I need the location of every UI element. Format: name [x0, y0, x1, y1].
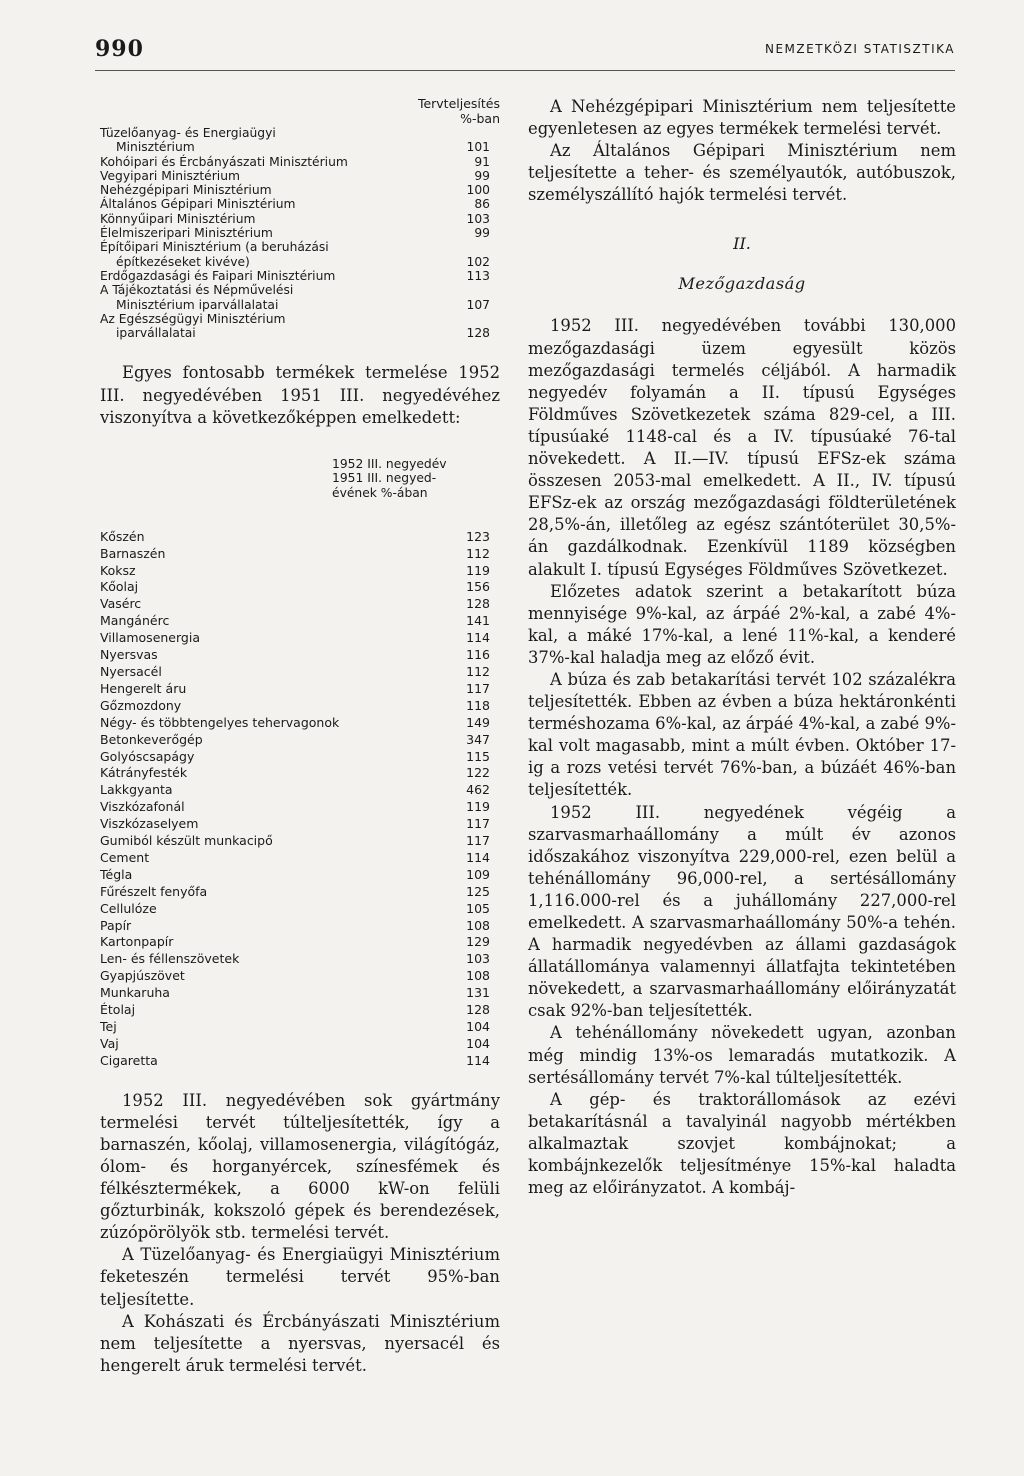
product-name: Tégla [100, 866, 133, 882]
product-row [100, 613, 500, 630]
product-value: 129 [466, 934, 490, 950]
product-name: Hengerelt áru [100, 680, 187, 696]
ministry-table [100, 126, 500, 340]
ministry-row [100, 312, 500, 341]
product-row [100, 596, 500, 613]
journal-title: NEMZETKÖZI STATISZTIKA [764, 42, 955, 56]
ministry-value: 91 [474, 154, 490, 169]
ministry-name-line1: Kohóipari és Ércbányászati Minisztérium [100, 154, 348, 169]
page-header [95, 30, 955, 71]
product-value: 115 [466, 748, 490, 764]
product-name: Cigaretta [100, 1052, 158, 1068]
ministry-row [100, 240, 500, 269]
harvest-paragraph: Előzetes adatok szerint a betakarított búza mennyisége 9%-kal, az árpáé 2%-kal, a zabé 4%-kal, a máké 17%-kal, a lené 11%-kal, a kenderé 37%-kal haladja meg az előző évit. [528, 581, 956, 667]
ministry-value: 101 [466, 140, 490, 155]
product-name: Cement [100, 849, 150, 865]
product-row [100, 1053, 500, 1070]
product-value: 462 [466, 782, 490, 798]
product-name: Vaj [100, 1035, 119, 1051]
ministry-name-line1: Vegyipari Minisztérium [100, 168, 240, 183]
machine-stations-paragraph: A gép- és traktorállomások az ezévi betakarításnál a tavalyinál nagyobb mértékben alkalmaztak szovjet kombájnokat; a kombájnkezelők teljesítménye 15%-kal haladta meg az előirányzatot. A kombáj- [528, 1089, 956, 1198]
product-value: 104 [466, 1019, 490, 1035]
product-value: 104 [466, 1035, 490, 1051]
ministry-name [100, 155, 450, 169]
product-name: Tej [100, 1019, 117, 1035]
ministry-name-line1: Könnyűipari Minisztérium [100, 211, 256, 226]
ministry-header-line2: %-ban [460, 111, 500, 126]
product-row [100, 546, 500, 563]
product-name: Golyóscsapágy [100, 748, 195, 764]
product-header-line2: 1951 III. negyed- [332, 471, 437, 486]
product-row [100, 850, 500, 867]
overfulfilment-paragraph: 1952 III. negyedévében sok gyártmány termelési tervét túlteljesítették, így a barnaszén, kőolaj, villamosenergia, világítógáz, ólom- és horganyércek, színesfémek és félkésztermékek, a 6000 kW-on felüli gőzturbinák, kokszoló gépek és berendezések, zúzópörölyök stb. termelési tervét. [100, 1090, 500, 1243]
product-value: 123 [466, 528, 490, 544]
ministry-value: 113 [466, 268, 490, 283]
ministry-table-header [100, 96, 500, 126]
product-row [100, 951, 500, 968]
ministry-name [100, 126, 450, 155]
ministry-name [100, 283, 450, 312]
page-number: 990 [95, 36, 144, 62]
ministry-name [100, 240, 450, 269]
ministry-value: 100 [466, 183, 490, 198]
product-header-line3: évének %-ában [332, 485, 428, 500]
product-name: Fűrészelt fenyőfa [100, 883, 208, 899]
product-value: 109 [466, 866, 490, 882]
product-name: Gumiból készült munkacipő [100, 833, 273, 849]
product-value: 112 [466, 545, 490, 561]
ministry-name [100, 269, 450, 283]
product-name: Kőolaj [100, 579, 139, 595]
product-name: Lakkgyanta [100, 782, 173, 798]
ministry-row [100, 269, 500, 283]
ministry-row [100, 226, 500, 240]
ministry-name-line2: építkezéseket kivéve) [116, 254, 250, 269]
product-row [100, 833, 500, 850]
product-row [100, 732, 500, 749]
ministry-value: 128 [466, 326, 490, 341]
product-value: 108 [466, 968, 490, 984]
cattle-paragraph: A tehénállomány növekedett ugyan, azonban még mindig 13%-os lemaradás mutatkozik. A sertésállomány tervét 7%-kal túlteljesítették. [528, 1023, 956, 1087]
product-row [100, 681, 500, 698]
product-name: Kőszén [100, 528, 145, 544]
left-column [100, 96, 500, 1377]
product-name: Munkaruha [100, 985, 170, 1001]
product-value: 108 [466, 917, 490, 933]
product-value: 347 [466, 731, 490, 747]
product-row [100, 968, 500, 985]
product-value: 119 [466, 562, 490, 578]
product-name: Vasérc [100, 596, 142, 612]
product-value: 131 [466, 985, 490, 1001]
product-row [100, 867, 500, 884]
product-row [100, 782, 500, 799]
left-closing-text [100, 1090, 500, 1377]
ministry-row [100, 183, 500, 197]
product-value: 122 [466, 765, 490, 781]
ministry-name-line1: Tüzelőanyag- és Energiaügyi [100, 126, 276, 140]
intro-paragraph: Egyes fontosabb termékek termelése 1952 III. negyedévében 1951 III. negyedévéhez viszonyítva a következőképpen emelkedett: [100, 363, 500, 427]
product-row [100, 529, 500, 546]
ministry-name-line1: Az Egészségügyi Minisztérium [100, 311, 286, 326]
product-value: 105 [466, 900, 490, 916]
product-name: Cellulóze [100, 900, 157, 916]
product-name: Étolaj [100, 1002, 136, 1018]
product-name: Villamosenergia [100, 630, 200, 646]
right-column [528, 96, 956, 1199]
product-value: 128 [466, 1002, 490, 1018]
product-row [100, 934, 500, 951]
product-row [100, 664, 500, 681]
ministry-name-line1: Általános Gépipari Minisztérium [100, 197, 296, 212]
product-value: 125 [466, 883, 490, 899]
ministry-name-line2: Minisztérium iparvállalatai [116, 297, 279, 312]
product-value: 128 [466, 596, 490, 612]
product-value: 118 [466, 697, 490, 713]
product-value: 149 [466, 714, 490, 730]
product-name: Kátrányfesték [100, 765, 188, 781]
product-name: Mangánérc [100, 613, 170, 629]
product-value: 119 [466, 799, 490, 815]
product-value: 114 [466, 849, 490, 865]
ministry-value: 102 [466, 254, 490, 269]
product-row [100, 985, 500, 1002]
ministry-name-line1: A Tájékoztatási és Népművelési [100, 283, 294, 298]
product-value: 103 [466, 951, 490, 967]
product-value: 141 [466, 613, 490, 629]
cooperatives-paragraph: 1952 III. negyedévében további 130,000 mezőgazdasági üzem egyesült közös mezőgazdasági termelés céljából. A harmadik negyedév folyamán a II. típusú Egységes Földműves Szövetkezetek száma 829-cel, a III. típusúaké 1148-cal és a IV. típusúaké 76-tal növekedett. A II.—IV. típusú EFSz-ek száma összesen 2053-mal emelkedett. A II., IV. típusú EFSz-ek az ország mezőgazdasági földterületének 28,5%-án, illetőleg az egész szántóterület 30,5%-án gazdálkodnak. Ezenkívül 1189 községben alakult I. típusú Egységes Földműves Szövetkezet. [528, 316, 956, 579]
product-value: 116 [466, 647, 490, 663]
ministry-row [100, 283, 500, 312]
coal-paragraph: A Tüzelőanyag- és Energiaügyi Minisztérium feketeszén termelési tervét 95%-ban teljesítette. [100, 1245, 500, 1309]
product-name: Nyersvas [100, 647, 158, 663]
ministry-value: 107 [466, 297, 490, 312]
ministry-header-line1: Tervteljesítés [417, 96, 500, 111]
general-machinery-paragraph: Az Általános Gépipari Minisztérium nem teljesítette a teher- és személyautók, autóbuszok, személyszállító hajók termelési tervét. [528, 141, 956, 205]
product-name: Papír [100, 917, 132, 933]
ministry-row [100, 197, 500, 211]
product-row [100, 1019, 500, 1036]
yield-paragraph: A búza és zab betakarítási tervét 102 százalékra teljesítették. Ebben az évben a búza hektáronkénti terméshozama 6%-kal, az árpáé 4%-kal, a zabé 9%-kal volt magasabb, mint a múlt évben. Október 17-ig a rozs vetési tervét 76%-ban, a búzáét 46%-ban teljesítették. [528, 669, 956, 800]
heavy-machinery-paragraph: A Nehézgépipari Minisztérium nem teljesítette egyenletesen az egyes termékek termelési tervét. [528, 97, 956, 139]
product-name: Gőzmozdony [100, 697, 182, 713]
product-value: 117 [466, 816, 490, 832]
product-name: Kartonpapír [100, 934, 174, 950]
product-value: 112 [466, 663, 490, 679]
product-row [100, 630, 500, 647]
product-name: Koksz [100, 562, 136, 578]
product-row [100, 884, 500, 901]
product-value: 114 [466, 630, 490, 646]
ministry-value: 99 [474, 168, 490, 183]
ministry-row [100, 212, 500, 226]
product-name: Négy- és többtengelyes tehervagonok [100, 714, 340, 730]
ministry-value: 99 [474, 226, 490, 241]
ministry-name-line1: Élelmiszeripari Minisztérium [100, 226, 273, 241]
product-row [100, 799, 500, 816]
section-title: Mezőgazdaság [678, 274, 806, 294]
product-row [100, 715, 500, 732]
product-name: Betonkeverőgép [100, 731, 203, 747]
livestock-paragraph: 1952 III. negyedének végéig a szarvasmarhaállomány a múlt év azonos időszakához viszonyítva 229,000-rel, ezen belül a tehénállomány 96,000-rel, a sertésállomány 1,116.000-rel és a juhállomány 227,000-rel emelkedett. A szarvasmarhaállomány 50%-a tehén. A harmadik negyedévben az állami gazdaságok állatállománya valamennyi állatfajta tekintetében növekedett, a szarvasmarhaállomány előirányzatát csak 92%-ban teljesítették. [528, 802, 956, 1021]
product-name: Barnaszén [100, 545, 166, 561]
product-row [100, 749, 500, 766]
product-name: Viszkózafonál [100, 799, 185, 815]
ministry-row [100, 126, 500, 155]
ministry-row [100, 155, 500, 169]
product-row [100, 563, 500, 580]
product-row [100, 765, 500, 782]
product-name: Nyersacél [100, 663, 162, 679]
ministry-name-line2: iparvállalatai [116, 326, 196, 341]
ministry-name [100, 226, 450, 240]
ministry-value: 86 [474, 197, 490, 212]
product-value: 114 [466, 1052, 490, 1068]
product-row [100, 1036, 500, 1053]
product-row [100, 647, 500, 664]
ministry-name [100, 169, 450, 183]
product-row [100, 901, 500, 918]
section-number: II. [733, 234, 751, 254]
ministry-name [100, 312, 450, 341]
product-table [100, 529, 500, 1070]
product-name: Gyapjúszövet [100, 968, 185, 984]
product-name: Len- és féllenszövetek [100, 951, 240, 967]
product-table-header [332, 457, 500, 517]
product-value: 117 [466, 680, 490, 696]
product-row [100, 816, 500, 833]
ministry-name [100, 197, 450, 211]
product-name: Viszkózaselyem [100, 816, 199, 832]
ministry-name [100, 212, 450, 226]
ministry-value: 103 [466, 211, 490, 226]
ministry-row [100, 169, 500, 183]
product-row [100, 1002, 500, 1019]
product-row [100, 698, 500, 715]
product-value: 117 [466, 833, 490, 849]
ministry-name [100, 183, 450, 197]
product-row [100, 579, 500, 596]
product-row [100, 918, 500, 935]
ministry-name-line1: Nehézgépipari Minisztérium [100, 183, 272, 198]
product-header-line1: 1952 III. negyedév [332, 456, 447, 471]
ministry-name-line1: Építőipari Minisztérium (a beruházási [100, 240, 329, 255]
metallurgy-paragraph: A Kohászati és Ércbányászati Minisztérium nem teljesítette a nyersvas, nyersacél és hengerelt áruk termelési tervét. [100, 1311, 500, 1375]
product-value: 156 [466, 579, 490, 595]
ministry-name-line2: Minisztérium [116, 140, 195, 155]
ministry-name-line1: Erdőgazdasági és Faipari Minisztérium [100, 268, 336, 283]
